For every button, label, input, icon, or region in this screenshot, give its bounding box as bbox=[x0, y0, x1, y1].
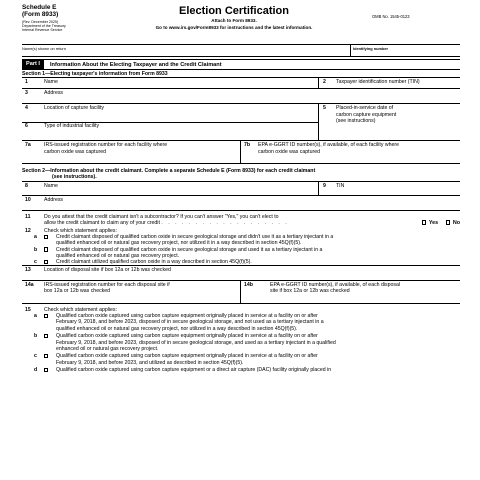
line-15 bbox=[22, 306, 460, 313]
line-12c-checkbox[interactable] bbox=[44, 260, 48, 264]
line-12c-option[interactable] bbox=[22, 259, 460, 266]
line-12c-text-1: Credit claimant utilized qualified carbon oxide in a way described in section 45Q(f)(5). bbox=[56, 259, 252, 266]
line-7b-label-2: carbon oxide was captured bbox=[258, 148, 320, 155]
names-field-label: Name(s) shown on return bbox=[22, 46, 66, 51]
line-7-row bbox=[22, 141, 460, 164]
section-1-title: Section 1—Electing taxpayer's information from Form 8933 bbox=[22, 70, 460, 78]
line-7a-registration-field[interactable] bbox=[44, 142, 167, 154]
column-divider bbox=[240, 141, 241, 163]
column-divider bbox=[318, 78, 319, 88]
line-15a-text-3: qualified enhanced oil or natural gas recovery project, nor utilized in a way described in section 45Q(f)(5). bbox=[56, 325, 298, 332]
line-5-date-field[interactable] bbox=[336, 105, 396, 124]
line-8-name-field[interactable]: Name bbox=[44, 183, 58, 190]
line-5-label-1: Placed-in-service date of bbox=[336, 105, 394, 112]
line-7a-number: 7a bbox=[25, 142, 31, 149]
line-14a-label-1: IRS-issued registration number for each disposal site if bbox=[44, 282, 170, 289]
line-12a-checkbox[interactable] bbox=[44, 235, 48, 239]
form-header bbox=[22, 0, 460, 45]
line-9-number: 9 bbox=[323, 183, 326, 190]
schedule-label: Schedule E bbox=[22, 4, 57, 11]
section-2-title-line-2: (see instructions). bbox=[52, 174, 97, 181]
line-3-number: 3 bbox=[25, 90, 28, 97]
line-6-facility-type-field[interactable]: Type of industrial facility bbox=[44, 123, 100, 130]
part-1-header bbox=[22, 59, 460, 70]
yes-option[interactable] bbox=[422, 220, 438, 226]
line-12-number: 12 bbox=[25, 228, 31, 235]
omb-number: OMB No. 1545-0123 bbox=[372, 14, 410, 19]
line-2-tin-field[interactable]: Taxpayer identification number (TIN) bbox=[336, 79, 420, 86]
attach-instruction: Attach to Form 8933. bbox=[211, 18, 257, 23]
line-1-name-field[interactable]: Name bbox=[44, 79, 58, 86]
form-title-block bbox=[100, 4, 368, 31]
line-12 bbox=[22, 227, 460, 234]
line-15d-text-1: Qualified carbon oxide captured using carbon capture equipment or a direct air capture (DAC) facility originally placed in bbox=[56, 367, 332, 374]
line-14-row bbox=[22, 281, 460, 304]
part-1-tag: Part I bbox=[22, 60, 44, 69]
line-14a-label-2: box 12a or 12b was checked bbox=[44, 288, 111, 295]
department: Department of the Treasury bbox=[22, 23, 66, 28]
line-12b-option[interactable] bbox=[22, 247, 460, 259]
line-9-tin-field[interactable]: TIN bbox=[336, 183, 345, 190]
line-6-cell bbox=[22, 122, 318, 140]
line-7b-number: 7b bbox=[244, 142, 251, 149]
line-4-cell bbox=[22, 104, 318, 123]
line-15c-text-1: Qualified carbon oxide captured using carbon capture equipment originally placed in service at a facility on or after bbox=[56, 353, 318, 360]
line-14b-number: 14b bbox=[244, 282, 253, 289]
line-15d-option[interactable] bbox=[22, 367, 460, 373]
name-row bbox=[22, 45, 460, 57]
column-divider bbox=[318, 104, 319, 140]
line-15a-letter: a bbox=[34, 313, 37, 320]
line-13-row bbox=[22, 266, 460, 281]
line-15a-option[interactable] bbox=[22, 313, 460, 332]
line-7b-label-1: EPA e-GGRT ID number(s), if available, of each facility where bbox=[258, 142, 399, 149]
line-7a-label-2: carbon oxide was captured bbox=[44, 148, 106, 155]
line-4-number: 4 bbox=[25, 105, 28, 112]
line-5-label-3: (see instructions) bbox=[336, 117, 376, 124]
form-id-block bbox=[22, 4, 96, 32]
line-12a-letter: a bbox=[34, 234, 37, 241]
line-4-5-6-row bbox=[22, 104, 460, 141]
section-2-title-line-1: Section 2—Information about the credit claimant. Complete a separate Schedule E (Form 8933) for each credit claimant bbox=[22, 167, 316, 174]
line-15c-text-2: February 9, 2018, and before 2023, and utilized as described in section 45Q(f)(5). bbox=[56, 359, 244, 366]
line-11-text-1: Do you attest that the credit claimant isn't a subcontractor? If you can't answer "Yes," you can't elect to bbox=[44, 214, 279, 221]
revision-date: (Rev. December 2025) bbox=[22, 19, 59, 24]
yes-checkbox[interactable] bbox=[422, 220, 426, 224]
line-11-number: 11 bbox=[25, 214, 31, 221]
line-12a-option[interactable] bbox=[22, 234, 460, 246]
line-1-2-row bbox=[22, 78, 460, 89]
line-11-text-2: allow the credit claimant to claim any of your credit bbox=[44, 220, 160, 227]
line-13-disposal-location-field[interactable]: Location of disposal site if box 12a or 12b was checked bbox=[44, 267, 171, 274]
line-15a-text-1: Qualified carbon oxide captured using carbon capture equipment originally placed in service at a facility on or after bbox=[56, 313, 318, 320]
line-12a-text-1: Credit claimant disposed of qualified carbon oxide in secure geological storage and didn't use it as a tertiary injectant in a bbox=[56, 234, 334, 241]
line-15d-checkbox[interactable] bbox=[44, 368, 48, 372]
identifying-number-field[interactable]: Identifying number bbox=[350, 45, 388, 56]
line-15b-text-3: enhanced oil or natural gas recovery project. bbox=[56, 345, 159, 352]
line-15c-checkbox[interactable] bbox=[44, 354, 48, 358]
line-15c-option[interactable] bbox=[22, 353, 460, 365]
line-14b-label-1: EPA e-GGRT ID number(s), if available, of each disposal bbox=[270, 282, 401, 289]
line-8-9-row bbox=[22, 182, 460, 196]
line-15c-letter: c bbox=[34, 353, 37, 360]
line-10-row bbox=[22, 196, 460, 211]
form-title: Election Certification bbox=[178, 5, 290, 17]
line-11-leader-dots: . . . . . . . . . . . . . . . . . . . bbox=[161, 220, 289, 227]
line-15b-option[interactable] bbox=[22, 333, 460, 352]
line-12b-letter: b bbox=[34, 246, 38, 253]
website-instruction: Go to www.irs.gov/Form8933 for instructions and the latest information. bbox=[155, 24, 313, 30]
part-1-title: Information About the Electing Taxpayer and the Credit Claimant bbox=[50, 61, 222, 68]
column-divider bbox=[240, 281, 241, 303]
no-option[interactable] bbox=[446, 220, 460, 226]
yes-label: Yes bbox=[428, 220, 439, 227]
line-15a-checkbox[interactable] bbox=[44, 314, 48, 318]
line-14b-epa-field[interactable] bbox=[270, 282, 400, 294]
line-12c-letter: c bbox=[34, 259, 37, 266]
line-8-number: 8 bbox=[25, 183, 28, 190]
line-5-number: 5 bbox=[323, 105, 326, 112]
line-11-answer bbox=[416, 220, 460, 226]
line-15b-text-1: Qualified carbon oxide captured using carbon capture equipment originally placed in service at a facility on or after bbox=[56, 333, 318, 340]
line-5-label-2: carbon capture equipment bbox=[336, 111, 397, 118]
line-14a-registration-field[interactable] bbox=[44, 282, 170, 294]
line-14a-number: 14a bbox=[25, 282, 34, 289]
line-11 bbox=[22, 213, 460, 227]
section-2-title bbox=[22, 167, 460, 182]
line-10-number: 10 bbox=[25, 197, 31, 204]
line-1-number: 1 bbox=[25, 79, 28, 86]
line-14b-label-2: site if box 12a or 12b was checked bbox=[270, 288, 350, 295]
line-15-label: Check which statement applies: bbox=[44, 307, 117, 314]
agency: Internal Revenue Service bbox=[22, 28, 63, 32]
line-12b-text-1: Credit claimant disposed of qualified carbon oxide in secure geological storage and used it as a tertiary injectant in a bbox=[56, 246, 323, 253]
no-label: No bbox=[452, 220, 460, 227]
line-15b-text-2: February 9, 2018, and before 2023, disposed of in secure geological storage, and used as a tertiary injectant in a qualified bbox=[56, 339, 336, 346]
line-4-location-field[interactable]: Location of capture facility bbox=[44, 105, 104, 112]
line-12-label: Check which statement applies: bbox=[44, 228, 117, 235]
line-15-number: 15 bbox=[25, 307, 31, 314]
line-7a-label-1: IRS-issued registration number for each facility where bbox=[44, 142, 168, 149]
line-10-address-field[interactable]: Address bbox=[44, 197, 64, 204]
line-3-row bbox=[22, 89, 460, 104]
line-15b-checkbox[interactable] bbox=[44, 334, 48, 338]
line-2-number: 2 bbox=[323, 79, 326, 86]
column-divider bbox=[318, 182, 319, 195]
line-6-number: 6 bbox=[25, 123, 28, 130]
line-15b-letter: b bbox=[34, 333, 38, 340]
line-12b-text-2: qualified enhanced oil or natural gas recovery project. bbox=[56, 252, 180, 259]
line-11-text bbox=[44, 214, 289, 226]
line-3-address-field[interactable]: Address bbox=[44, 90, 64, 97]
form-number: (Form 8933) bbox=[22, 11, 59, 19]
line-7b-epa-field[interactable] bbox=[258, 142, 399, 154]
line-15a-text-2: February 9, 2018, and before 2023, disposed of in secure geological storage, and not used as a tertiary injectant in a bbox=[56, 319, 324, 326]
line-12b-checkbox[interactable] bbox=[44, 247, 48, 251]
line-12a-text-2: qualified enhanced oil or natural gas recovery project, nor utilized it in a way described in section 45Q(f)(5). bbox=[56, 240, 302, 247]
line-15d-letter: d bbox=[34, 367, 38, 374]
no-checkbox[interactable] bbox=[446, 220, 450, 224]
line-13-number: 13 bbox=[25, 267, 31, 274]
